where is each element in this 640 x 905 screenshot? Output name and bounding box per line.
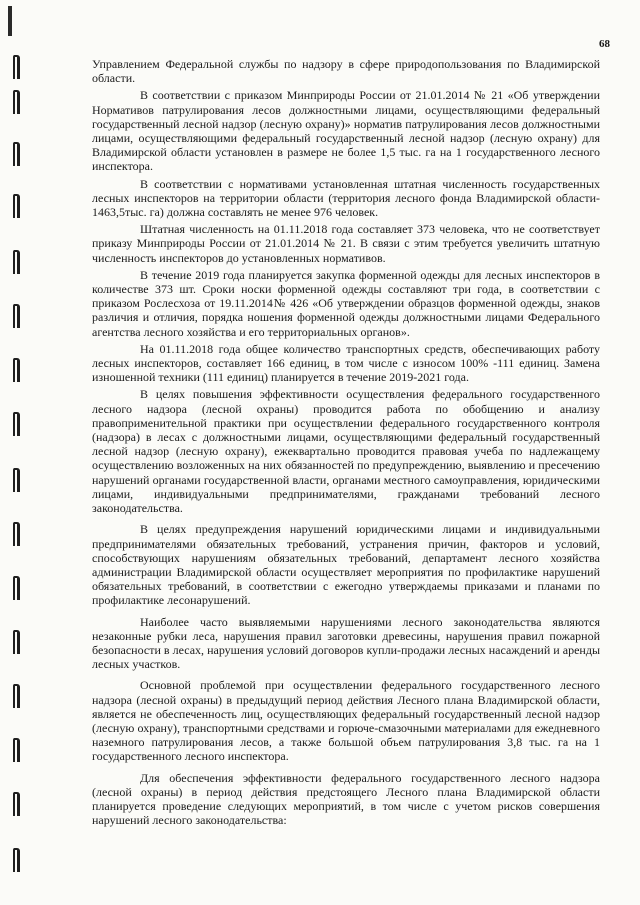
binder-ring-icon	[13, 90, 20, 114]
paragraph: Штатная численность на 01.11.2018 года составляет 373 человека, что не соответствует приказу Минприроды России от 21.01.2014 № 21. В связи с этим требуется увеличить штатную численность инспекторов до установленных нормативов.	[92, 222, 600, 265]
document-body	[92, 57, 600, 827]
binder-ring-icon	[13, 792, 20, 816]
paragraph: Основной проблемой при осуществлении федерального государственного лесного надзора (лесной охраны) в предыдущий период действия Лесного плана Владимирской области, является не обеспеченность лиц, осуществляющих федеральный государственный лесной надзор (лесную охрану), транспортными средствами и горюче-смазочными материалами для ежедневного наземного патрулирования лесов, а также большой объем патрулирования 3,8 тыс. га на 1 государственного лесного инспектора.	[92, 678, 600, 764]
paragraph: В течение 2019 года планируется закупка форменной одежды для лесных инспекторов в количестве 373 шт. Сроки носки форменной одежды составляют три года, в соответствии с приказом Рослесхоза от 19.11.2014№ 426 «Об утверждении образцов форменной одежды, знаков различия и отличия, порядка ношения форменной одежды должностными лицами Федерального агентства лесного хозяйства и его территориальных органов».	[92, 267, 600, 339]
paragraph: В соответствии с нормативами установленная штатная численность государственных лесных инспекторов на территории области (территория лесного фонда Владимирской области- 1463,5тыс. га) должна составлять не менее 976 человек.	[92, 176, 600, 220]
binder-ring-icon	[13, 55, 20, 79]
binder-ring-icon	[13, 738, 20, 762]
binder-ring-icon	[13, 412, 20, 436]
paragraph: На 01.11.2018 года общее количество транспортных средств, обеспечивающих работу лесных инспекторов, составляет 166 единиц, в том числе с износом 100% -111 единиц. Замена изношенной техники (111 единиц) планируется в течение 2019-2021 года.	[92, 341, 600, 385]
paragraph: Для обеспечения эффективности федерального государственного лесного надзора (лесной охраны) в период действия предстоящего Лесного плана Владимирской области планируется проведение следующих мероприятий, в том числе с учетом рисков совершения нарушений лесного законодательства:	[92, 770, 600, 828]
binder-ring-icon	[13, 358, 20, 382]
binder-ring-icon	[13, 848, 20, 872]
binder-ring-icon	[13, 684, 20, 708]
binder-ring-icon	[13, 250, 20, 274]
paragraph: Управлением Федеральной службы по надзору в сфере природопользования по Владимирской области.	[92, 57, 600, 86]
binder-ring-icon	[13, 576, 20, 600]
binder-ring-icon	[13, 304, 20, 328]
page-number: 68	[599, 38, 610, 50]
binder-ring-icon	[13, 630, 20, 654]
paragraph: В целях предупреждения нарушений юридическими лицами и индивидуальными предпринимателями обязательных требований, устранения причин, факторов и условий, способствующих нарушениям обязательных требований, департамент лесного хозяйства администрации Владимирской области осуществляет мероприятия по профилактике нарушений обязательных требований, в соответствии с ежегодно утверждаемы приказами и планами по профилактике лесонарушений.	[92, 522, 600, 608]
binder-ring-icon	[13, 142, 20, 166]
binder-ring-icon	[13, 194, 20, 218]
binder-ring-icon	[13, 468, 20, 492]
paragraph: В целях повышения эффективности осуществления федерального государственного лесного надзора (лесной охраны) проводится работа по обобщению и анализу правоприменительной практики при осуществлении федерального государственного контроля (надзора) в лесах с должностными лицами, осуществляющими федеральный государственный лесной надзор (лесную охрану), ежеквартально проводится правовая учеба по надлежащему осуществлению возложенных на них обязанностей по предупреждению, выявлению и пресечению нарушений органами государственной власти, органами местного самоуправления, юридическими лицами, индивидуальными предпринимателями, гражданами требований лесного законодательства.	[92, 387, 600, 516]
binder-rings	[0, 0, 40, 905]
paragraph: Наиболее часто выявляемыми нарушениями лесного законодательства являются незаконные рубки леса, нарушения правил заготовки древесины, нарушения правил пожарной безопасности в лесах, нарушения условий договоров купли-продажи лесных насаждений и аренды лесных участков.	[92, 614, 600, 672]
binder-clip-icon	[8, 6, 12, 36]
paragraph: В соответствии с приказом Минприроды России от 21.01.2014 № 21 «Об утверждении Нормативов патрулирования лесов должностными лицами, осуществляющими федеральный государственный лесной надзор (лесную охрану)» норматив патрулирования лесов должностными лицами, осуществляющими федеральный государственный лесной надзор (лесную охрану) для Владимирской области установлен в размере не более 1,5 тыс. га на 1 государственного лесного инспектора.	[92, 88, 600, 174]
binder-ring-icon	[13, 522, 20, 546]
